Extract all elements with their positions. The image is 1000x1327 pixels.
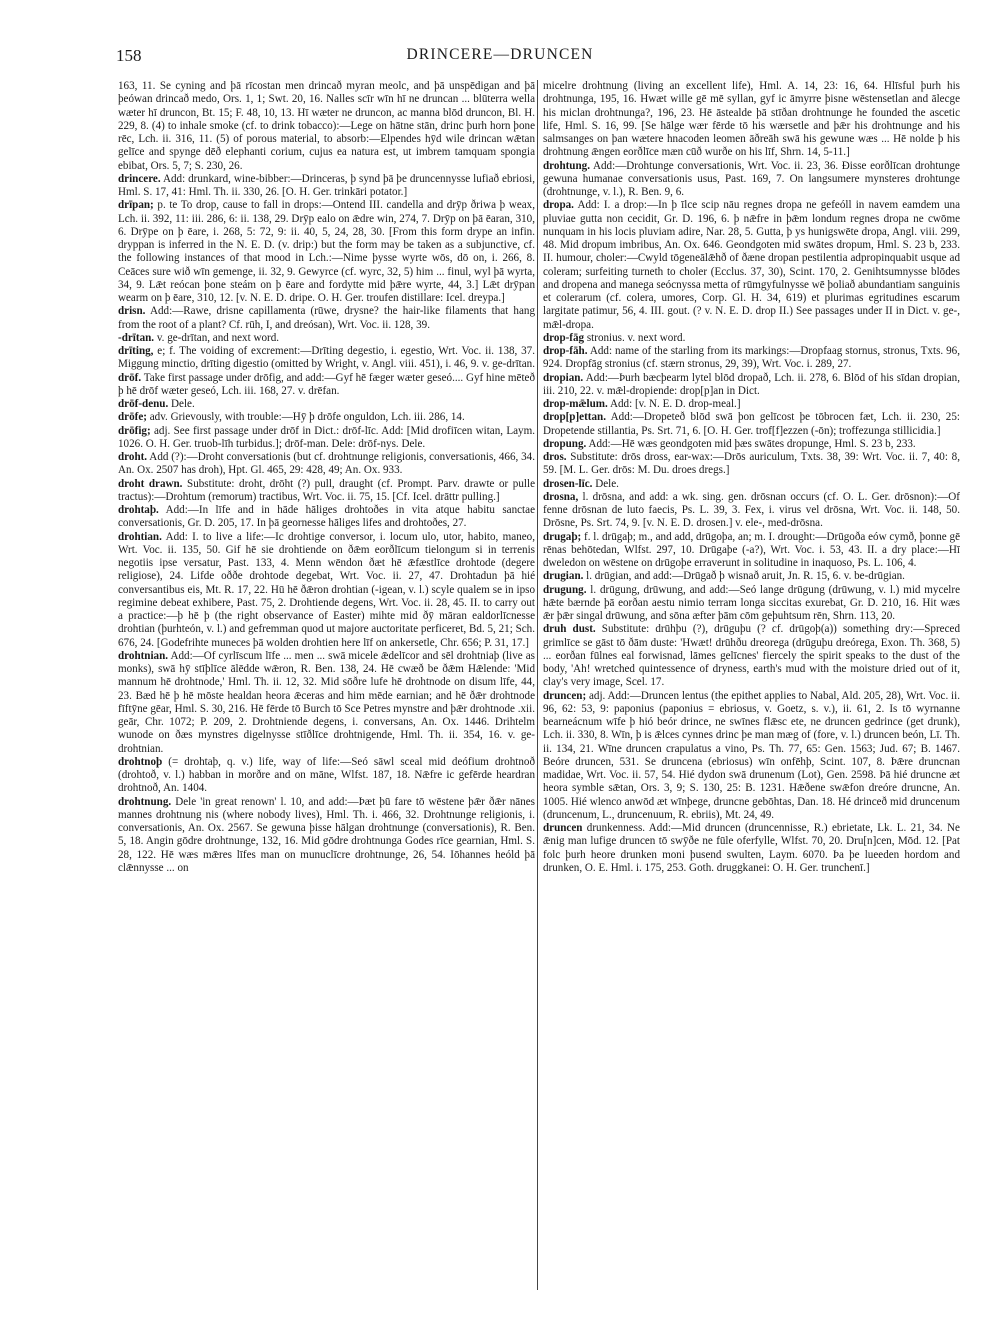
headword: dropung. xyxy=(543,437,587,450)
dictionary-entry xyxy=(118,305,535,332)
headword: drīting, xyxy=(118,345,154,357)
dictionary-entry xyxy=(118,372,535,399)
entry-text: l. drūgian, and add:—Drūgað þ wisnað aruit, Jn. R. 15, 6. v. be-drūgian. xyxy=(583,570,905,583)
dictionary-entry xyxy=(118,173,535,200)
entry-text: (= drohtaþ, q. v.) life, way of life:—Seó sāwl sceal mid deófium drohtnoð (drohtoð, v. l.) habban in morðre and on māne, Wlfst. 187, 18. Nǣfre ic gefērde heardran drohtnoð, An. 1404. xyxy=(118,755,535,795)
dictionary-entry xyxy=(118,425,535,452)
headword: drop-fāg xyxy=(543,331,585,344)
headword: drōf. xyxy=(118,371,142,384)
dictionary-entry xyxy=(543,332,960,345)
right-column xyxy=(543,80,960,1295)
left-column xyxy=(118,80,535,1295)
dictionary-entry xyxy=(118,478,535,505)
entry-text: Add:—Rawe, drisne capillamenta (rūwe, drysne? the hair-like filaments that hang from the root of a plant? Cf. rūh, I, and dreósan), Wrt. Voc. ii. 128, 39. xyxy=(118,305,535,331)
dictionary-entry xyxy=(543,531,960,571)
headword: drosen-līc. xyxy=(543,477,593,490)
entry-text: Add (?):—Droht conversationis (but cf. drohtnunge religionis, conversationis, 466, 34. An. Ox. 2507 has droh), Hpt. Gl. 465, 29: 428, 49; An. Ox. 933. xyxy=(118,451,535,477)
headword: druh dust. xyxy=(543,623,596,636)
entry-text: v. ge-drītan, and next word. xyxy=(154,331,280,344)
headword: -drītan. xyxy=(118,331,155,344)
dictionary-entry xyxy=(543,822,960,875)
dictionary-entry xyxy=(543,690,960,823)
headword: drugung. xyxy=(543,583,587,596)
headword: drugaþ; xyxy=(543,530,582,543)
dictionary-entry xyxy=(543,199,960,332)
dictionary-entry xyxy=(543,491,960,531)
entry-text: adj. Add:—Druncen lentus (the epithet applies to Nabal, Ald. 205, 28), Wrt. Voc. ii. 96, 62: 53, 9: paponius (paponius = ebriosus, v. Goetz, s. v.), ii. 61, 2. Is tō wyrnanne bearneácnum wīfe þ hió beór drince, ne swīnes flǣsc ete, ne druncen gedrince (get drunk), Lch. ii. 330, 8. Wīn, þ is ǣlces cynnes drinc þe man mæg of (fore, v. l.) druncen beón, Lī. Th. ii. 134, 21. Wīne druncen crapulatus a vino, Ps. Th. 77, 65: Gen. 1563; Jud. 67; B. 1467. Beóre druncen, 531. Se druncena (ebriosus) wīn onfēhþ, Scint. 107, 8. Þǣre druncnan madidae, Wrt. Voc. ii. 57, 54. Hié dydon swā drunenum (Lot), Gen. 2598. Þā hié druncne æt heora symble sǣtan, Ors. 3, 9; S. 130, 25: B. 1231. Hǣðene swǣfon dreóre druncne, An. 1005. Hié wlenco anwōd æt wīnþege, druncne gebōhtas, Dan. 18. Hé drinceð mid druncenum (druncenum, L., druncenuum, R. ebriis), Mt. 24, 49. xyxy=(543,689,960,821)
headword: drop-mǣlum. xyxy=(543,398,608,410)
dictionary-entry xyxy=(543,623,960,689)
headword: drohtung. xyxy=(543,159,590,172)
dictionary-entry xyxy=(118,650,535,756)
entry-text: Dele 'in great renown' l. 10, and add:—Þæt þū fare tō wēstene þǣr ðǣr nānes mannes drohtnung nis (where nobody lives), Hml. Th. i. 466, 32. Drohtnunge religionis, i. conversationis, An. Ox. 2567. Se gewuna þisse hālgan drohtnunge (conversationis), R. Ben. 5, 18. Angin gōdre drohtnunge, 132, 16. Mid gōdre drohtnunga Godes rīce gearnian, Hml. S. 28, 122. Hē wæs mǣres līfes man on munuclīcre drohtnunge, 26, 54. Iōhannes heóld þā clǣnnysse ... on xyxy=(118,795,535,874)
entry-text: Add: I. a drop:—In þ īlce scip nāu regnes dropa ne gefeóll in navem eamdem una pluviae gutta non cecidit, Gr. D. 196, 6. þ nǣfre in þǣm londum regnes dropa ne cwōme nunquam in his locis pluviam adire, Nar. 28, 5. Gutta, þ ys hunigswēte dropa, Angl. viii. 299, 48. Mid dropum imbribus, An. Ox. 646. Geondgoten mid swātes dropum, Hml. S. 23 b, 233. II. humour, choler:—Cwyld tōgeneālǣhð of ðæne dropan pestilentia adpropinquabit usque ad coleram; surfeiting turneth to choler (Ecclus. 37, 30), Scint. 170, 2. Genihtsumnysse blōdes and dropena and manega seócnyssa metta of rūmgyfulnysse wē þoliað abundantiam sanguinis et colerarum (cf. colera, umores, Corp. Gl. H. 34, 619) et plurimas egritudines escarum largitate patimur, 56, 4. III. gout. (? v. N. E. D. drop II.) See passages under II in Dict. v. ge-, mǣl-dropa. xyxy=(543,199,960,331)
entry-text: Add:—In līfe and in hāde hāliges drohtoðes in vita atque habitu sanctae conversationis, Gr. D. 205, 17. In þā geornesse hāliges lifes and drohtoðes, 27. xyxy=(118,504,535,530)
dictionary-entry xyxy=(543,398,960,411)
entry-text: Add:—Hē wæs geondgoten mid þæs swātes dropunge, Hml. S. 23 b, 233. xyxy=(586,437,916,450)
entry-text: Add:—Dropeteð blōd swā þon gelīcost þe tōbrocen fæt, Lch. ii. 230, 25: Dropetende stillantia, Ps. Srt. 71, 6. [O. H. Ger. trof[f]ezzen (-ōn); troffezunga stillicidia.] xyxy=(543,411,960,437)
headword: drosna, xyxy=(543,490,579,503)
headword: droht. xyxy=(118,451,148,463)
entry-text: adj. See first passage under drōf in Dict.: drōf-līc. Add: [Mid drofiīcen witan, Laym. 1026. O. H. Ger. truob-līh turbidus.]; drōf-man. Dele: drōf-nys. Dele. xyxy=(118,424,535,450)
headword: drop[p]ettan. xyxy=(543,411,606,424)
headword: druncen; xyxy=(543,689,587,702)
headword: drohtnoþ xyxy=(118,755,163,768)
entry-text: l. drūgung, drūwung, and add:—Seó lange drūgung (drūwung, v. l.) mid mycelre hǣte bærnde þā eorðan aestu nimio terram longa siccitas exurebat, Gr. D. 210, 16. Hit wæs ǣr þǣr singal drūwung, and sōna æfter þām cōm geþuhtsum rēn, Shrn. 113, 20. xyxy=(543,583,960,622)
entry-text: Add:—Of cyrlīscum līfe ... men ... swā micele ǣdelīcor and sēl drohtniaþ (live as monks), swā hȳ stīþlīce ālēdde wǣron, R. Ben. 138, 24. Hē cwæð be ðǣm Hǣlende: 'Mid mannum hē drohtnode,' Hml. Th. ii. 12, 32. Mid sōðre lufe hē drohtnode on disum līfe, 44, 23. Bæd hē þ hē mōste healdan heora ǣceras and him mēde earnian; and hē ðǣr drohtnode fīftȳne gēar, Hml. S. 30, 216. Hē fērde tō Burch tō Sce Petres mynstre and þǣr drohtnode .xii. geār, Chr. 1072; P. 209, 2. Drohtniende degens, i. conversans, An. Ox. 1446. Drihtelm wunode on ðæs mynstres digelnysse stīðlīce drohtnigende, Hml. Th. ii. 354, 16. v. ge-drohtnian. xyxy=(118,649,535,755)
headword: droht drawn. xyxy=(118,477,183,490)
entry-text: l. drōsna, and add: a wk. sing. gen. drōsnan occurs (cf. O. L. Ger. drōsnon):—Of fenne drōsnan de luto faecis, Ps. L. 39, 3. Fex, i. virus vel drōsna, Wrt. Voc. ii. 148, 50. Drōsne, Ps. Srt. 74, 9. [v. N. E. D. drosen.] v. ele-, med-drōsna. xyxy=(543,490,960,530)
headword: drincere. xyxy=(118,172,161,185)
dictionary-entry xyxy=(118,199,535,305)
headword: dropian. xyxy=(543,371,584,384)
headword: drop-fāh. xyxy=(543,345,588,357)
dictionary-entry xyxy=(118,756,535,796)
entry-text: adv. Grievously, with trouble:—Hȳ þ drōfe onguldon, Lch. iii. 286, 14. xyxy=(146,411,465,424)
entry-text: Dele. xyxy=(168,398,195,410)
dictionary-entry xyxy=(118,411,535,424)
entry-text: Add: name of the starling from its markings:—Dropfaag stornus, stronus, Txts. 96, 924. Dropfāg stronius (cf. stærn stronus, 29, 39), Wrt. Voc. i. 289, 27. xyxy=(543,345,960,371)
entry-text: Add: drunkard, wine-bibber:—Drinceras, þ synd þā þe druncennysse lufiað ebriosi, Hml. S. 17, 41: Hml. Th. ii. 330, 26. [O. H. Ger. trinkāri potator.] xyxy=(118,172,535,198)
entry-text: Take first passage under drōfig, and add:—Gyf hē fæger wæter geseó.... Gyf hine mēteð þ hē drōf wæter geseó, Lch. iii. 168, 27. v. drēfan. xyxy=(118,371,535,397)
dictionary-entry xyxy=(543,345,960,372)
dictionary-entry xyxy=(118,80,535,173)
headword: dros. xyxy=(543,451,567,463)
entry-text: stronius. v. next word. xyxy=(584,331,686,344)
dictionary-entry xyxy=(543,570,960,583)
dictionary-entry xyxy=(543,451,960,478)
headword: drohtian. xyxy=(118,530,162,543)
dictionary-entry xyxy=(543,584,960,624)
running-title: DRINCERE—DRUNCEN xyxy=(406,46,594,63)
entry-text: e; f. The voiding of excrement:—Drīting degestio, i. egestio, Wrt. Voc. ii. 138, 37. Miggung minctio, drīting digestio (omitted by Wright, v. Angl. viii. 451), i. 46, 9. v. ge-drītan. xyxy=(118,345,535,371)
dictionary-entry xyxy=(543,160,960,200)
entry-text: Add:—Þurh bæcþearm lytel blōd dropað, Lch. ii. 278, 6. Blōd of his sīdan dropian, iii. 210, 22. v. mǣl-dropiende: drop[p]an in Dict. xyxy=(543,371,960,397)
column-divider xyxy=(537,80,538,1290)
dictionary-entry xyxy=(543,80,960,160)
entry-text: Add: I. to live a life:—Ic drohtige conversor, i. locum ulo, utor, habito, maneo, Wrt. Voc. ii. 135, 50. Gif hē sie drohtiende on ðǣm eorðlīcum tielongum si in terrenis negotiis ipse versatur, Past. 133, 4. Menn wēndon ðæt hē ǣfæstlīce drohtode (degere religiose), 24. Lifde oððe drohtode degebat, Wrt. Voc. ii. 27, 47. Drohtadun þā hié conversantibus eis, Mt. R. 17, 22. Hū hē ðǣron drohtian (-igean, v. l.) scyle qualem se in ipso regimine debeat exhibere, Past. 75, 2. Drohtiende degens, Wrt. Voc. ii. 28, 45. II. to carry out a practice:—þ hē þ (the right observance of Easter) mihte mid ðȳ māran ealdorlīcnesse drohtian (þurhteón, v. l.) and gefremman quod ut majore auctoritate perficeret, Bd. 5, 21; Sch. 676, 24. [Godefrihte muneces þā wolden drohtien here līf on ankersetle, Chr. 656; P. 31, 17.] xyxy=(118,530,535,649)
page-header xyxy=(116,40,884,70)
dictionary-entry xyxy=(118,345,535,372)
headword: dropa. xyxy=(543,199,574,212)
entry-text: drunkenness. Add:—Mid druncen (druncennisse, R.) ebrietate, Lk. L. 21, 34. Ne ǣnig man lufige druncen tō swȳðe ne fūle oferfylle, Wlfst. 70, 20. Dru[n]cen, Mōd. 12. [Pat folc þurh heore drunken moni þusend swulten, Laym. 6070. Þa þe lueeden hordom and drunken, O. E. Hml. i. 175, 253. Goth. druggkanei: O. H. Ger. trunchenī.] xyxy=(543,822,960,874)
headword: drohtnung. xyxy=(118,795,172,808)
entry-text: Add:—Drohtunge conversationis, Wrt. Voc. ii. 23, 36. Ðisse eorðlīcan drohtunge gewuna humanae conversationis usus, Past. 169, 7. On langsumere mynsteres drohtunge (drohtnunge, v. l.), R. Ben. 9, 6. xyxy=(543,159,960,198)
headword: drīpan; xyxy=(118,199,154,212)
entry-text: Substitute: drōs dross, ear-wax:—Drōs auriculum, Txts. 38, 39: Wrt. Voc. ii. 7, 40: 8, 59. [M. L. Ger. drōs: M. Du. droes dregs.] xyxy=(543,451,960,477)
dictionary-entry xyxy=(118,796,535,876)
dictionary-entry xyxy=(543,372,960,399)
entry-text: 163, 11. Se cyning and þā rīcostan men drincað myran meolc, and þā unspēdigan and þā þeówan drincað medo, Ors. 1, 1; Swt. 20, 16. Nalles scīr wīn hī ne druncan ... blūterra wella wæter hī druncon, Bt. 15; F. 48, 10, 13. Hī wæter ne druncon, ac manna blōd druncon, Bl. H. 229, 8. (4) to inhale smoke (cf. to drink tobacco):—Lege on hātne stān, drinc þurh horn þone rēc, Lch. ii. 316, 11. (5) of porous material, to absorb:—Elpendes hȳd wile drincan wǣtan gelīce and spynge dēð elephanti corium, cujus ea natura est, ut imbrem tamquam spongia ebibat, Ors. 5, 7; S. 230, 26. xyxy=(118,80,535,172)
headword: drugian. xyxy=(543,570,584,583)
entry-text: micelre drohtnung (living an excellent life), Hml. A. 14, 23: 16, 64. Hlīsful þurh his drohtnunga, 195, 16. Hwæt wille gē mē syllan, gyf ic āmyrre þisne wēstensetlan and ālecge his miclan drohtnunga?, 196, 23. Hē āstealde þā stīðan drohtnunge he founded the ascetic life, Hml. S. 16, 99. [Se hālge wær fērde tō his wærsetle and þǣr his drohtnunge and his salmsanges on þan wætere hnacoden leomen āðreāh swā his gewune wæs ... Hē nolde þ his drohtnung ǣngen eorðlīce mæn cūð wurðe on his līf, Shrn. 14, 5-11.] xyxy=(543,80,960,159)
dictionary-entry xyxy=(118,451,535,478)
headword: drōfe; xyxy=(118,411,147,424)
headword: drisn. xyxy=(118,305,146,318)
dictionary-entry xyxy=(118,504,535,531)
dictionary-entry xyxy=(118,398,535,411)
entry-text: p. te To drop, cause to fall in drops:—Ontend III. candella and drȳp ðriwa þ weax, Lch. ii. 392, 11: iii. 286, 6: ii. 138, 29. Drȳp ealo on ǣdre win, 274, 7. Drȳp on þā ēaran, 310, 6. Drȳpe on þ ēare, i. 268, 5: 72, 9: ii. 40, 5, 24, 28, 30. [From this form drype an infin. dryppan is inferred in the N. E. D. (v. drip:) but the form may be taken as a subjunctive, cf. the following instances of that mood in Lch.:—Nime þysse wyrte wōs, dō on, i. 266, 8. Ceāces sure wið wīn gemenge, ii. 32, 9. Gewyrce (cf. wyrc, 32, 5) him ... finul, wyl þā wyrta, 34, 9. Lǣt reócan þone steám on þ ēare and fordytte mid þǣre wyrte, 44, 3.] Lǣt drȳpan wearm on þ ēare, 310, 12. [v. N. E. D. dripe. O. H. Ger. troufen distillare: Icel. dreypa.] xyxy=(118,199,535,304)
page-number: 158 xyxy=(116,46,142,65)
headword: drohtnian. xyxy=(118,649,169,662)
dictionary-entry xyxy=(118,332,535,345)
entry-text: Substitute: droht, drōht (?) pull, draught (cf. Prompt. Parv. drawte or pulle tractus):—Drohtum (remorum) tractibus, Wrt. Voc. ii. 75, 15. [Cf. Icel. drāttr pulling.] xyxy=(118,477,535,503)
entry-text: Dele. xyxy=(592,477,619,490)
entry-text: Add: [v. N. E. D. drop-meal.] xyxy=(607,398,741,410)
dictionary-entry xyxy=(543,438,960,451)
entry-text: f. l. drūgaþ; m., and add, drūgoþa, an; m. I. drought:—Drūgoða eów cymð, þonne gē rēnas behōtedan, Wlfst. 297, 10. Drūgaþe (-a?), Wrt. Voc. i. 53, 43. II. a dry place:—Hī dweledon on wēstene on drūgoþe erraverunt in solitudine in inaquoso, Ps. L. 106, 4. xyxy=(543,530,960,569)
headword: drohtaþ. xyxy=(118,504,159,516)
dictionary-entry xyxy=(543,411,960,438)
headword: druncen xyxy=(543,822,583,834)
dictionary-entry xyxy=(543,478,960,491)
entry-text: Substitute: drūhþu (?), drūguþu (? cf. drūgoþ(a)) something dry:—Spreced grimlīce se gāst tō ðām duste: 'Hwæt! drūhðu dreorega (drūguþu dreórega, Exon. Th. 368, 5) ... eorðan fūlnes eal forwisnad, lāmes gelīcnes' fiercely the spirit speaks to the dust of the body, 'Ah! wretched quintessence of dryness, earth's mud with the moisture dried out of it, clay's very image, Scel. 17. xyxy=(543,623,960,689)
headword: drōfig; xyxy=(118,424,151,437)
headword: drōf-denu. xyxy=(118,398,169,410)
dictionary-entry xyxy=(118,531,535,650)
